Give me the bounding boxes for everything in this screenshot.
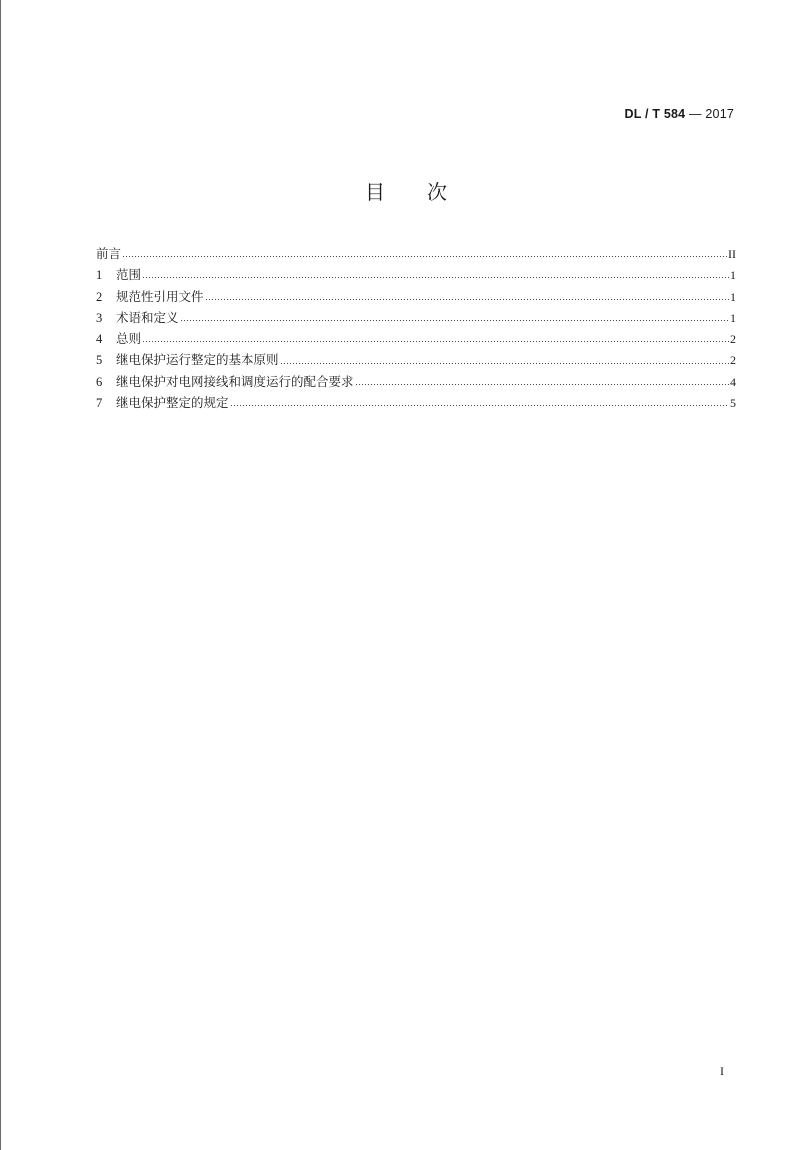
document-code-header [625, 107, 735, 121]
toc-entry-page: II [728, 247, 736, 261]
toc-entry-title: 总则 [116, 331, 142, 347]
toc-dot-leader [142, 341, 729, 342]
toc-entry-page: 1 [730, 268, 736, 283]
toc-entry-page: 1 [730, 289, 736, 304]
toc-entry-3[interactable] [96, 307, 736, 328]
toc-entry-1[interactable] [96, 264, 736, 285]
toc-heading-char-1: 目 [365, 180, 385, 204]
toc-dot-leader [205, 299, 729, 300]
toc-entry-page: 4 [730, 374, 736, 389]
document-year: — 2017 [689, 107, 734, 121]
toc-entry-number: 2 [96, 289, 103, 304]
toc-entry-page: 1 [730, 310, 736, 325]
page-left-edge [0, 0, 1, 1150]
toc-entry-title: 继电保护整定的规定 [116, 395, 229, 411]
toc-entry-2[interactable] [96, 286, 736, 307]
toc-heading [0, 176, 812, 205]
toc-entry-title: 规范性引用文件 [116, 288, 204, 304]
toc-entry-title: 术语和定义 [116, 309, 179, 325]
toc-entry-page: 5 [730, 396, 736, 411]
toc-entry-4[interactable] [96, 328, 736, 349]
toc-dot-leader [122, 256, 727, 257]
toc-dot-leader [180, 320, 729, 321]
toc-dot-leader [230, 405, 729, 406]
toc-entry-page: 2 [730, 353, 736, 368]
toc-dot-leader [142, 277, 729, 278]
toc-entry-title: 前言 [96, 246, 122, 261]
table-of-contents [96, 243, 736, 413]
toc-entry-number: 5 [96, 353, 103, 368]
toc-entry-number: 3 [96, 310, 103, 325]
toc-entry-title: 继电保护对电网接线和调度运行的配合要求 [116, 373, 354, 389]
toc-entry-number: 6 [96, 374, 103, 389]
page-number: I [720, 1064, 724, 1078]
toc-dot-leader [355, 384, 729, 385]
toc-entry-5[interactable] [96, 349, 736, 370]
toc-entry-title: 继电保护运行整定的基本原则 [116, 352, 279, 368]
toc-entry-number: 4 [96, 332, 103, 347]
toc-entry-7[interactable] [96, 392, 736, 413]
toc-entry-6[interactable] [96, 371, 736, 392]
toc-heading-char-2: 次 [427, 180, 447, 204]
toc-entry-page: 2 [730, 332, 736, 347]
toc-entry-title: 范围 [116, 267, 142, 283]
toc-entry-foreword[interactable] [96, 243, 736, 264]
document-code: DL / T 584 [624, 107, 686, 121]
toc-entry-number: 7 [96, 396, 103, 411]
toc-entry-number: 1 [96, 268, 103, 283]
toc-dot-leader [280, 363, 729, 364]
